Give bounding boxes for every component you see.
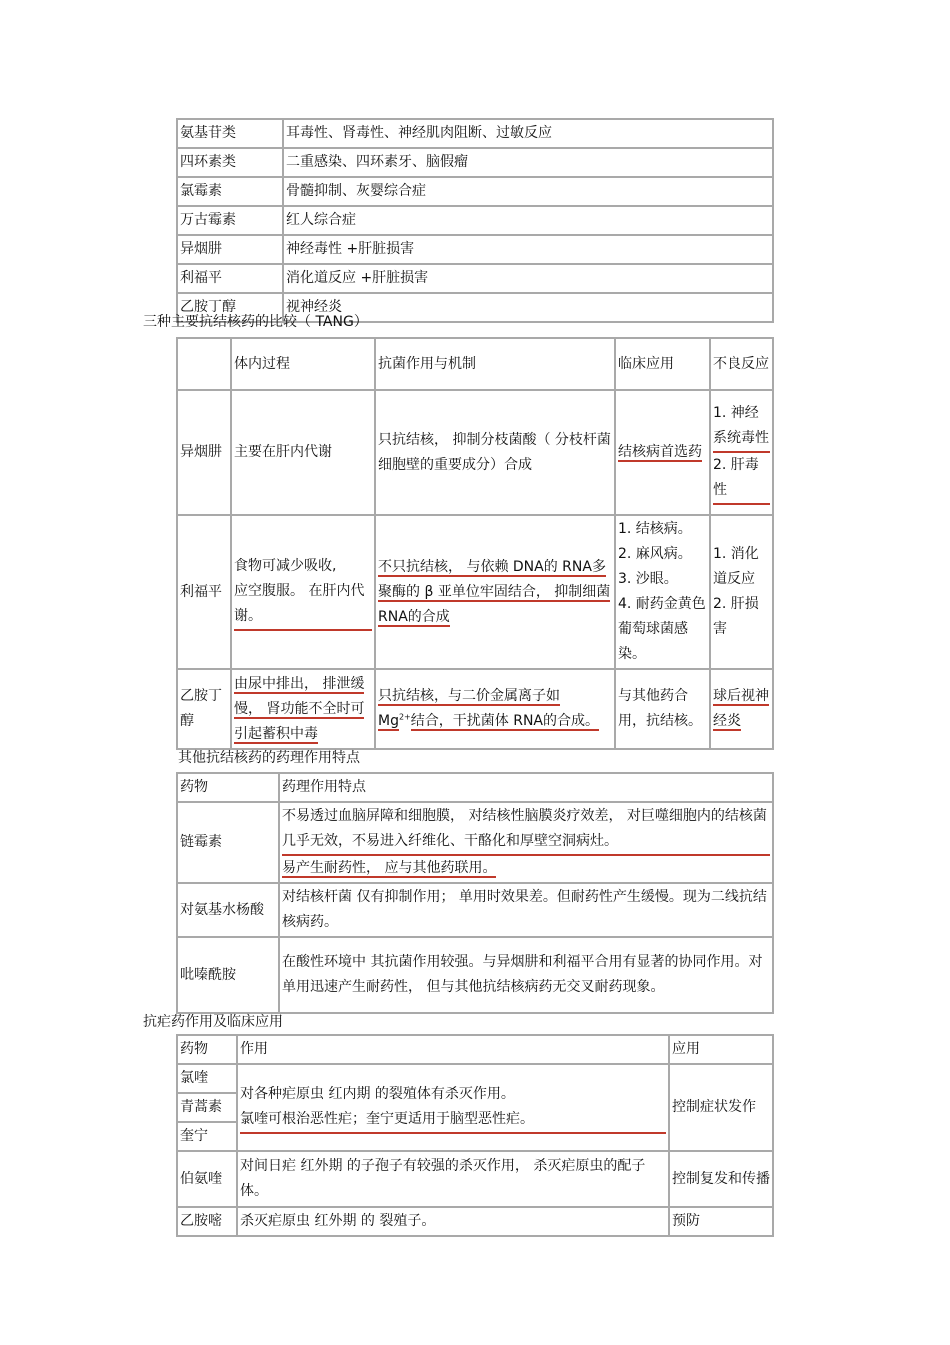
adverse-item: 1. 神经系统毒性 — [713, 401, 770, 453]
clinical-use-item: 4. 耐药金黄色葡萄球菌感染。 — [618, 596, 706, 662]
clinical-use-cell — [615, 515, 710, 669]
adverse-cell — [710, 669, 773, 749]
process-cell: 主要在肝内代谢 — [231, 390, 375, 515]
adverse-effect: 红人综合症 — [283, 206, 773, 235]
drug-name: 链霉素 — [177, 802, 279, 883]
table-header-row — [177, 338, 773, 390]
antituberculosis-comparison-table — [176, 337, 774, 750]
header-drug: 药物 — [177, 773, 279, 802]
adverse-cell — [710, 515, 773, 669]
section-title-other-antituberculosis: 其他抗结核药的药理作用特点 — [178, 750, 360, 766]
header-process: 体内过程 — [231, 338, 375, 390]
table-row — [177, 235, 773, 264]
header-use: 应用 — [669, 1035, 773, 1064]
drug-name: 乙胺丁醇 — [177, 669, 231, 749]
header-adverse: 不良反应 — [710, 338, 773, 390]
header-characteristics: 药理作用特点 — [279, 773, 773, 802]
adverse-effect: 神经毒性 +肝脏损害 — [283, 235, 773, 264]
characteristics-text: 不易透过血脑屏障和细胞膜， 对结核性脑膜炎疗效差， 对巨噬细胞内的结核菌几乎无效，不易进入纤维化、干酪化和厚壁空洞病灶。 — [282, 804, 770, 856]
table-row — [177, 177, 773, 206]
table-header-row — [177, 1035, 773, 1064]
table-row — [177, 515, 773, 669]
clinical-use-text: 结核病首选药 — [618, 444, 702, 460]
adverse-effect: 骨髓抑制、灰婴综合症 — [283, 177, 773, 206]
mechanism-cell — [375, 669, 615, 749]
drug-name: 异烟肼 — [177, 390, 231, 515]
action-text: 对各种疟原虫 红内期 的裂殖体有杀灭作用。 — [240, 1085, 515, 1102]
antimalarial-table — [176, 1034, 774, 1237]
mechanism-text: 结合，干扰菌体 RNA的合成。 — [410, 713, 599, 729]
process-line: 应空腹服。 在肝内代谢。 — [234, 579, 372, 631]
header-drug: 药物 — [177, 1035, 237, 1064]
drug-name: 异烟肼 — [177, 235, 283, 264]
use-cell: 控制症状发作 — [669, 1064, 773, 1151]
drug-name: 青蒿素 — [177, 1093, 237, 1122]
ion-charge: 2+ — [398, 712, 411, 722]
adverse-effect: 视神经炎 — [283, 293, 773, 322]
characteristics-cell: 对结核杆菌 仅有抑制作用； 单用时效果差。但耐药性产生缓慢。现为二线抗结核病药。 — [279, 883, 773, 937]
header-empty — [177, 338, 231, 390]
table-row — [177, 264, 773, 293]
table-row — [177, 937, 773, 1013]
drug-name: 四环素类 — [177, 148, 283, 177]
drug-name: 万古霉素 — [177, 206, 283, 235]
table-row — [177, 802, 773, 883]
drug-name: 对氨基水杨酸 — [177, 883, 279, 937]
mechanism-cell: 只抗结核， 抑制分枝菌酸（ 分枝杆菌细胞壁的重要成分）合成 — [375, 390, 615, 515]
table-row — [177, 1151, 773, 1207]
clinical-use-cell: 与其他药合用，抗结核。 — [615, 669, 710, 749]
adverse-cell — [710, 390, 773, 515]
drug-name: 乙胺嘧 — [177, 1207, 237, 1236]
characteristics-cell: 在酸性环境中 其抗菌作用较强。与异烟肼和利福平合用有显著的协同作用。对 单用迅速产生耐药性， 但与其他抗结核病药无交叉耐药现象。 — [279, 937, 773, 1013]
mechanism-cell — [375, 515, 615, 669]
adverse-item: 1. 消化道反应 — [713, 546, 759, 587]
adverse-text: 球后视神经炎 — [713, 688, 769, 729]
table-row — [177, 390, 773, 515]
adverse-effect: 二重感染、四环素牙、脑假瘤 — [283, 148, 773, 177]
drug-name: 氯喹 — [177, 1064, 237, 1093]
table-row — [177, 1064, 773, 1093]
adverse-reaction-table — [176, 118, 774, 323]
clinical-use-item: 1. 结核病。 — [618, 521, 692, 537]
header-mechanism: 抗菌作用与机制 — [375, 338, 615, 390]
action-cell — [237, 1064, 669, 1151]
drug-name: 乙胺丁醇 — [177, 293, 283, 322]
table-row — [177, 119, 773, 148]
drug-name: 利福平 — [177, 515, 231, 669]
process-line: 食物可减少吸收, — [234, 557, 337, 574]
drug-name: 利福平 — [177, 264, 283, 293]
drug-name: 奎宁 — [177, 1122, 237, 1151]
adverse-effect: 耳毒性、肾毒性、神经肌肉阻断、过敏反应 — [283, 119, 773, 148]
table-row — [177, 883, 773, 937]
drug-name: 伯氨喹 — [177, 1151, 237, 1207]
header-action: 作用 — [237, 1035, 669, 1064]
adverse-item: 2. 肝损害 — [713, 596, 759, 637]
table-header-row — [177, 773, 773, 802]
drug-name: 吡嗪酰胺 — [177, 937, 279, 1013]
use-cell: 控制复发和传播 — [669, 1151, 773, 1207]
process-cell — [231, 515, 375, 669]
action-cell: 杀灭疟原虫 红外期 的 裂殖子。 — [237, 1207, 669, 1236]
clinical-use-cell — [615, 390, 710, 515]
clinical-use-item: 3. 沙眼。 — [618, 571, 678, 587]
section-title-antituberculosis-comparison: 三种主要抗结核药的比较（ TANG） — [143, 314, 368, 330]
other-antituberculosis-table — [176, 772, 774, 1014]
clinical-use-item: 2. 麻风病。 — [618, 546, 692, 562]
table-row — [177, 1207, 773, 1236]
use-cell: 预防 — [669, 1207, 773, 1236]
mechanism-text: 不只抗结核， 与依赖 DNA的 RNA多聚酶的 β 亚单位牢固结合， 抑制细菌 RNA的合成 — [378, 558, 611, 625]
process-text: 由尿中排出， 排泄缓慢， 肾功能不全时可引起蓄积中毒 — [234, 675, 365, 742]
section-title-antimalarial: 抗疟药作用及临床应用 — [143, 1014, 283, 1030]
adverse-item: 2. 肝毒性 — [713, 453, 770, 505]
drug-name: 氯霉素 — [177, 177, 283, 206]
table-row — [177, 206, 773, 235]
action-cell: 对间日疟 红外期 的子孢子有较强的杀灭作用， 杀灭疟原虫的配子体。 — [237, 1151, 669, 1207]
table-row — [177, 148, 773, 177]
magnesium-symbol: Mg — [378, 713, 399, 729]
action-text: 氯喹可根治恶性疟；奎宁更适用于脑型恶性疟。 — [240, 1107, 666, 1134]
adverse-effect: 消化道反应 +肝脏损害 — [283, 264, 773, 293]
drug-name: 氨基苷类 — [177, 119, 283, 148]
process-cell — [231, 669, 375, 749]
characteristics-text: 易产生耐药性， 应与其他药联用。 — [282, 860, 497, 876]
table-row — [177, 669, 773, 749]
header-clinical-use: 临床应用 — [615, 338, 710, 390]
characteristics-cell — [279, 802, 773, 883]
mechanism-text: 只抗结核，与二价金属离子如 — [378, 688, 560, 704]
